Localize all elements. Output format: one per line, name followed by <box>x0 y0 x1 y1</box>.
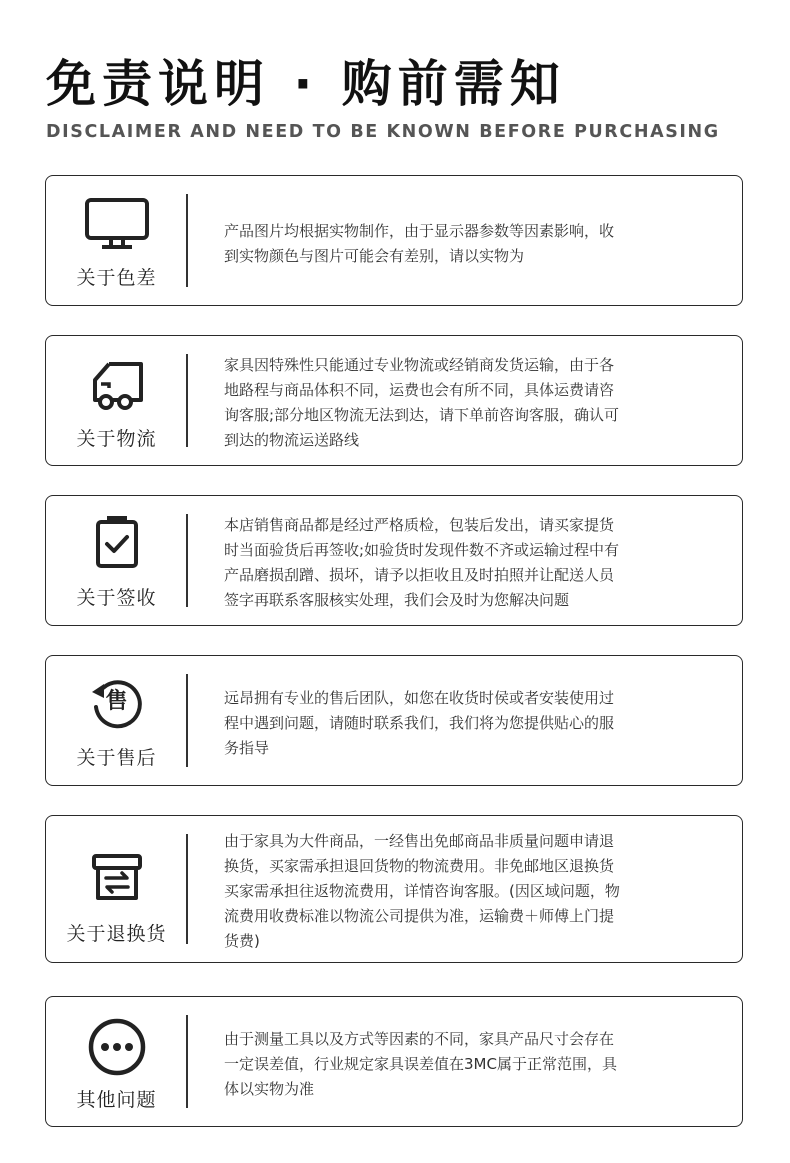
divider <box>186 1015 188 1108</box>
more-dots-icon <box>87 1017 147 1077</box>
after-sale-icon: 售 <box>88 674 146 732</box>
return-exchange-box-icon <box>90 852 144 904</box>
card-text: 产品图片均根据实物制作，由于显示器参数等因素影响，收 到实物颜色与图片可能会有差别，请以实物为 <box>224 222 615 265</box>
card-other <box>45 996 743 1127</box>
card-label: 关于色差 <box>76 267 157 289</box>
divider <box>186 354 188 447</box>
card-sign-for <box>45 495 743 626</box>
card-text: 由于测量工具以及方式等因素的不同，家具产品尺寸会存在 一定误差值，行业规定家具误差值在3MC属于正常范围，具 体以实物为准 <box>224 1030 617 1098</box>
card-text: 远昂拥有专业的售后团队，如您在收货时侯或者安装使用过 程中遇到问题，请随时联系我们，我们将为您提供贴心的服 务指导 <box>224 689 615 757</box>
page-title: 免责说明 · 购前需知 <box>46 55 566 113</box>
card-label: 关于退换货 <box>66 923 167 945</box>
card-label: 其他问题 <box>76 1089 157 1111</box>
card-text: 由于家具为大件商品，一经售出免邮商品非质量问题申请退 换货，买家需承担退回货物的物流费用。非免邮地区退换货 买家需承担往返物流费用，详情咨询客服。(因区域问题，物 流费用收费标准以物流公司提供为准，运输费＋师傅上门提 货费) <box>224 832 620 950</box>
card-returns <box>45 815 743 963</box>
card-after-sales <box>45 655 743 786</box>
card-label: 关于签收 <box>76 587 157 609</box>
divider <box>186 834 188 944</box>
page-subtitle: DISCLAIMER AND NEED TO BE KNOWN BEFORE PURCHASING <box>46 122 720 142</box>
clipboard-check-icon <box>92 512 142 570</box>
monitor-icon <box>82 196 152 252</box>
card-logistics <box>45 335 743 466</box>
card-text: 家具因特殊性只能通过专业物流或经销商发货运输，由于各 地路程与商品体积不同，运费也会有所不同，具体运费请咨 询客服;部分地区物流无法到达，请下单前咨询客服，确认可 到达的物流运送路线 <box>224 356 620 449</box>
delivery-truck-icon <box>87 358 147 412</box>
card-label: 关于售后 <box>76 747 157 769</box>
card-text: 本店销售商品都是经过严格质检，包装后发出，请买家提货 时当面验货后再签收;如验货时发现件数不齐或运输过程中有 产品磨损刮蹭、损坏，请予以拒收且及时拍照并让配送人员 签字再联系客服核实处理，我们会及时为您解决问题 <box>224 516 620 609</box>
card-label: 关于物流 <box>76 428 157 450</box>
divider <box>186 194 188 287</box>
card-color-difference <box>45 175 743 306</box>
divider <box>186 674 188 767</box>
divider <box>186 514 188 607</box>
